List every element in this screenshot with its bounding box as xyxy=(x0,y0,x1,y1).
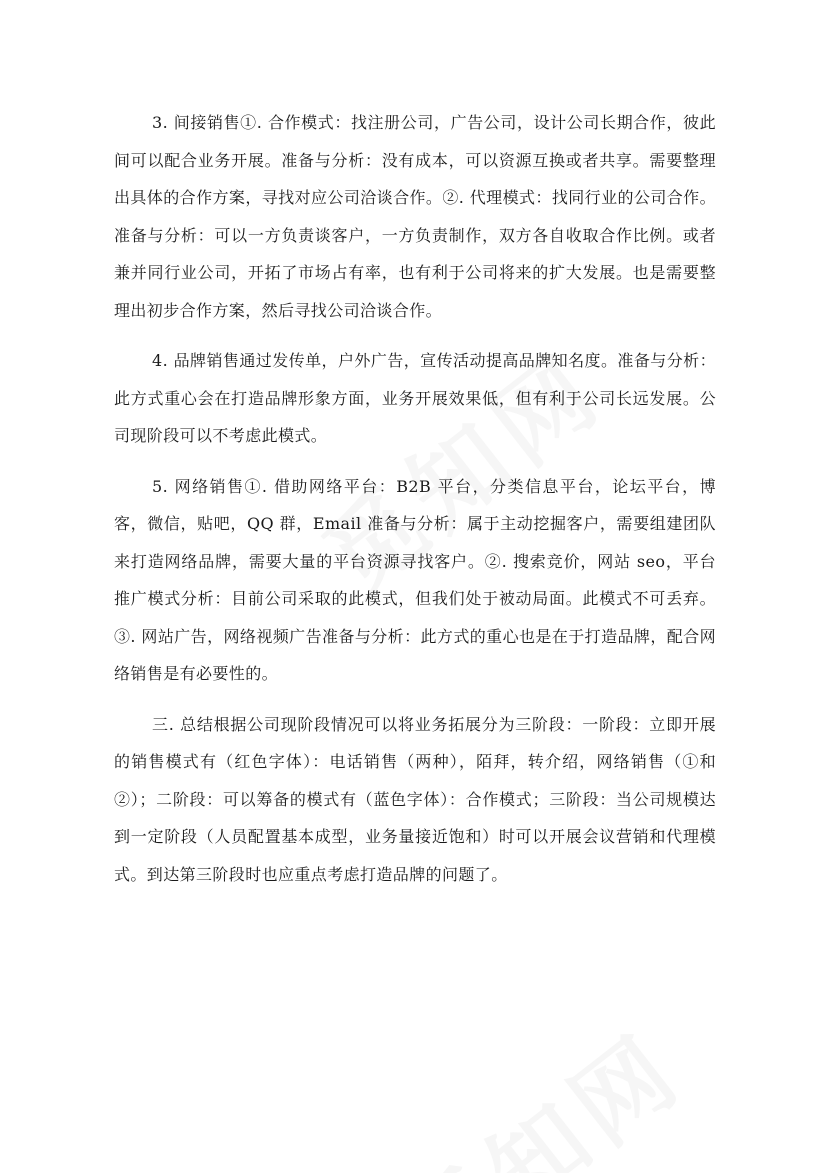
paragraph-brand-sales: 4. 品牌销售通过发传单，户外广告，宣传活动提高品牌知名度。准备与分析：此方式重心会在打造品牌形象方面，业务开展效果低，但有利于公司长远发展。公司现阶段可以不考虑此模式。 xyxy=(114,351,716,445)
document-body xyxy=(114,104,716,906)
paragraph-indirect-sales: 3. 间接销售①. 合作模式：找注册公司，广告公司，设计公司长期合作，彼此间可以配合业务开展。准备与分析：没有成本，可以资源互换或者共享。需要整理出具体的合作方案，寻找对应公司洽谈合作。②. 代理模式：找同行业的公司合作。准备与分析：可以一方负责谈客户，一方负责制作，双方各自收取合作比例。或者兼并同行业公司，开拓了市场占有率，也有利于公司将来的扩大发展。也是需要整理出初步合作方案，然后寻找公司洽谈合作。 xyxy=(114,113,716,320)
watermark-secondary xyxy=(372,997,707,1173)
paragraph-summary: 三. 总结根据公司现阶段情况可以将业务拓展分为三阶段：一阶段：立即开展的销售模式有（红色字体）：电话销售（两种），陌拜，转介绍，网络销售（①和②）；二阶段：可以筹备的模式有（蓝色字体）：合作模式；三阶段：当公司规模达到一定阶段（人员配置基本成型，业务量接近饱和）时可以开展会议营销和代理模式。到达第三阶段时也应重点考虑打造品牌的问题了。 xyxy=(114,714,716,884)
paragraph-online-sales: 5. 网络销售①. 借助网络平台：B2B 平台，分类信息平台，论坛平台，博客，微信，贴吧，QQ 群，Email 准备与分析：属于主动挖掘客户，需要组建团队来打造网络品牌，需要大量的平台资源寻找客户。②. 搜索竞价，网站 seo，平台推广模式分析：目前公司采取的此模式，但我们处于被动局面。此模式不可丢弃。③. 网站广告，网络视频广告准备与分析：此方式的重心也是在于打造品牌，配合网络销售是有必要性的。 xyxy=(114,476,716,683)
